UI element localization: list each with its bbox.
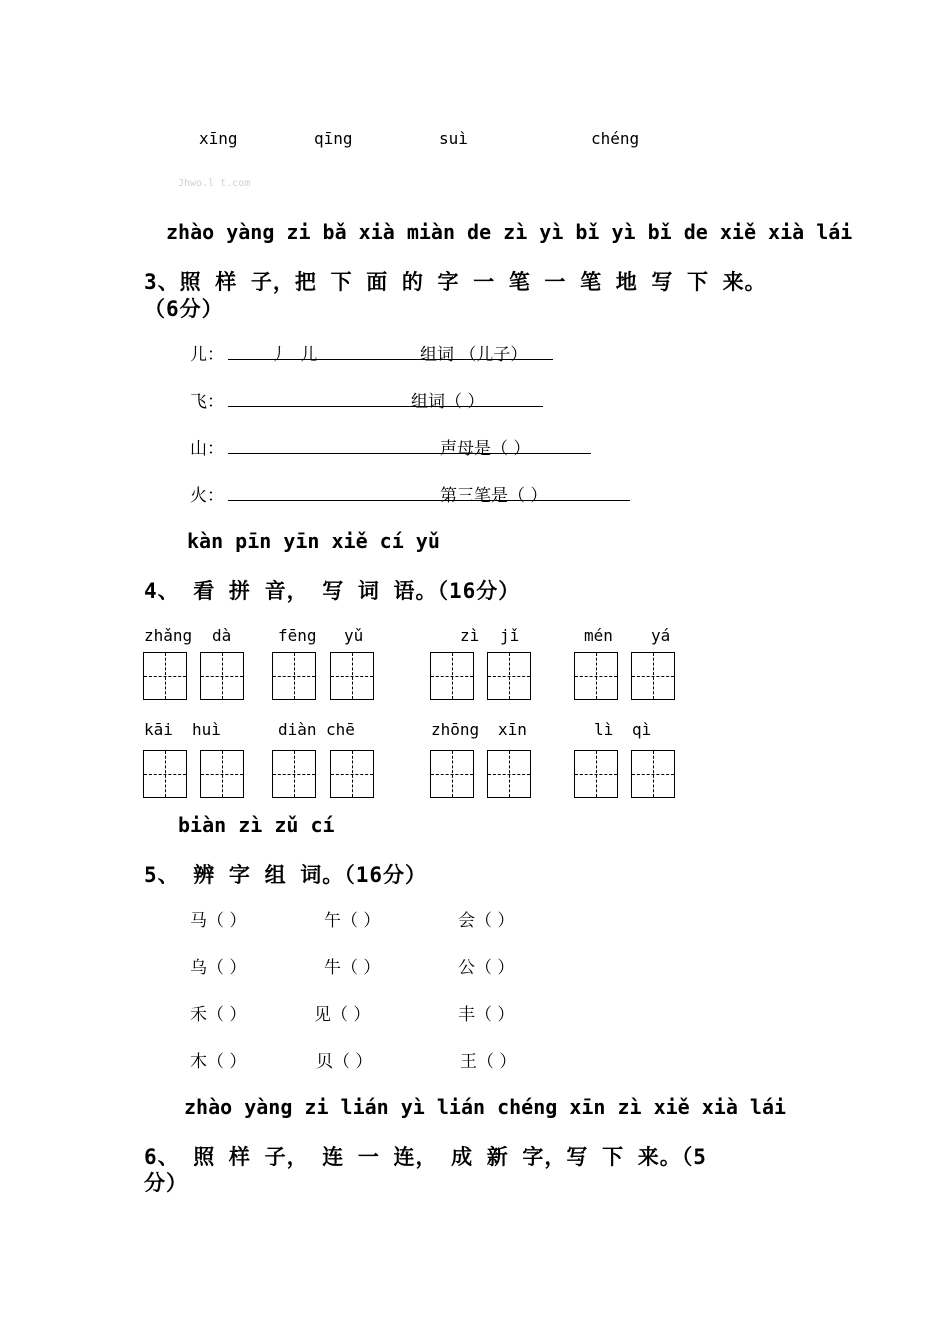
q5-item: 王（ ） xyxy=(460,1052,517,1072)
q5-item: 贝（ ） xyxy=(316,1052,373,1072)
top-pinyin-2: qīng xyxy=(314,129,353,148)
q3-score: （6分） xyxy=(144,297,224,321)
q5-title: 5、 辨 字 组 词。（16分） xyxy=(144,863,428,887)
q5-item: 午（ ） xyxy=(324,911,381,931)
q3-row-label: 组词（ ） xyxy=(411,392,485,412)
q3-row-char: 飞： xyxy=(190,392,224,412)
answer-line[interactable] xyxy=(228,500,630,501)
q4-pinyin-label: fēng xyxy=(278,626,317,645)
q4-pinyin-label: yá xyxy=(651,626,671,645)
q6-pinyin: zhào yàng zi lián yì lián chéng xīn zì xiě xià lái xyxy=(184,1095,787,1119)
q4-pinyin-label: yǔ xyxy=(344,626,364,645)
q4-pinyin-label: xīn xyxy=(498,720,527,739)
q3-row-label: 第三笔是（ ） xyxy=(440,486,548,506)
q4-pinyin-label: kāi xyxy=(144,720,173,739)
writing-grid[interactable] xyxy=(574,750,618,798)
q3-title: 3、照 样 子，把 下 面 的 字 一 笔 一 笔 地 写 下 来。 xyxy=(144,270,767,294)
q3-row-char: 火： xyxy=(190,486,224,506)
top-pinyin-1: xīng xyxy=(199,129,238,148)
q4-pinyin-label: chē xyxy=(326,720,355,739)
q5-item: 会（ ） xyxy=(458,911,515,931)
writing-grid[interactable] xyxy=(272,750,316,798)
q3-row-label: 组词 （儿子） xyxy=(420,345,528,365)
q3-row-label: 声母是（ ） xyxy=(440,439,531,459)
q5-item: 牛（ ） xyxy=(324,958,381,978)
watermark: Jhwo.l t.com xyxy=(178,178,251,189)
writing-grid[interactable] xyxy=(200,750,244,798)
q4-pinyin-label: jǐ xyxy=(500,626,520,645)
writing-grid[interactable] xyxy=(574,652,618,700)
writing-grid[interactable] xyxy=(430,652,474,700)
q4-pinyin-label: diàn xyxy=(278,720,317,739)
writing-grid[interactable] xyxy=(143,652,187,700)
writing-grid[interactable] xyxy=(487,652,531,700)
q4-pinyin-label: zhǎng xyxy=(144,626,193,645)
q5-item: 乌（ ） xyxy=(190,958,247,978)
q3-row-char: 山： xyxy=(190,439,224,459)
writing-grid[interactable] xyxy=(631,652,675,700)
writing-grid[interactable] xyxy=(430,750,474,798)
q4-pinyin-label: huì xyxy=(192,720,221,739)
q5-item: 马（ ） xyxy=(190,911,247,931)
q4-title: 4、 看 拼 音， 写 词 语。（16分） xyxy=(144,579,521,603)
writing-grid[interactable] xyxy=(330,652,374,700)
writing-grid[interactable] xyxy=(143,750,187,798)
q5-item: 木（ ） xyxy=(190,1052,247,1072)
top-pinyin-4: chéng xyxy=(591,129,640,148)
q4-pinyin-label: zhōng xyxy=(431,720,480,739)
q5-item: 见（ ） xyxy=(314,1005,371,1025)
q4-pinyin: kàn pīn yīn xiě cí yǔ xyxy=(187,529,440,553)
q3-row-char: 儿： xyxy=(190,345,224,365)
top-pinyin-3: suì xyxy=(439,129,468,148)
writing-grid[interactable] xyxy=(631,750,675,798)
q4-pinyin-label: qì xyxy=(632,720,652,739)
q5-item: 丰（ ） xyxy=(458,1005,515,1025)
q4-pinyin-label: lì xyxy=(594,720,614,739)
q3-pinyin: zhào yàng zi bǎ xià miàn de zì yì bǐ yì bǐ de xiě xià lái xyxy=(166,220,853,244)
q6-title-cont: 分） xyxy=(144,1171,188,1195)
writing-grid[interactable] xyxy=(200,652,244,700)
q6-title: 6、 照 样 子， 连 一 连， 成 新 字，写 下 来。（5 xyxy=(144,1145,707,1169)
q4-pinyin-label: dà xyxy=(212,626,232,645)
writing-grid[interactable] xyxy=(330,750,374,798)
answer-line[interactable] xyxy=(228,406,543,407)
q5-item: 公（ ） xyxy=(458,958,515,978)
writing-grid[interactable] xyxy=(272,652,316,700)
q5-item: 禾（ ） xyxy=(190,1005,247,1025)
q3-strokes: 丿 儿 xyxy=(270,345,318,365)
writing-grid[interactable] xyxy=(487,750,531,798)
q4-pinyin-label: zì xyxy=(460,626,480,645)
answer-line[interactable] xyxy=(228,453,591,454)
q4-pinyin-label: mén xyxy=(584,626,613,645)
q5-pinyin: biàn zì zǔ cí xyxy=(178,813,335,837)
